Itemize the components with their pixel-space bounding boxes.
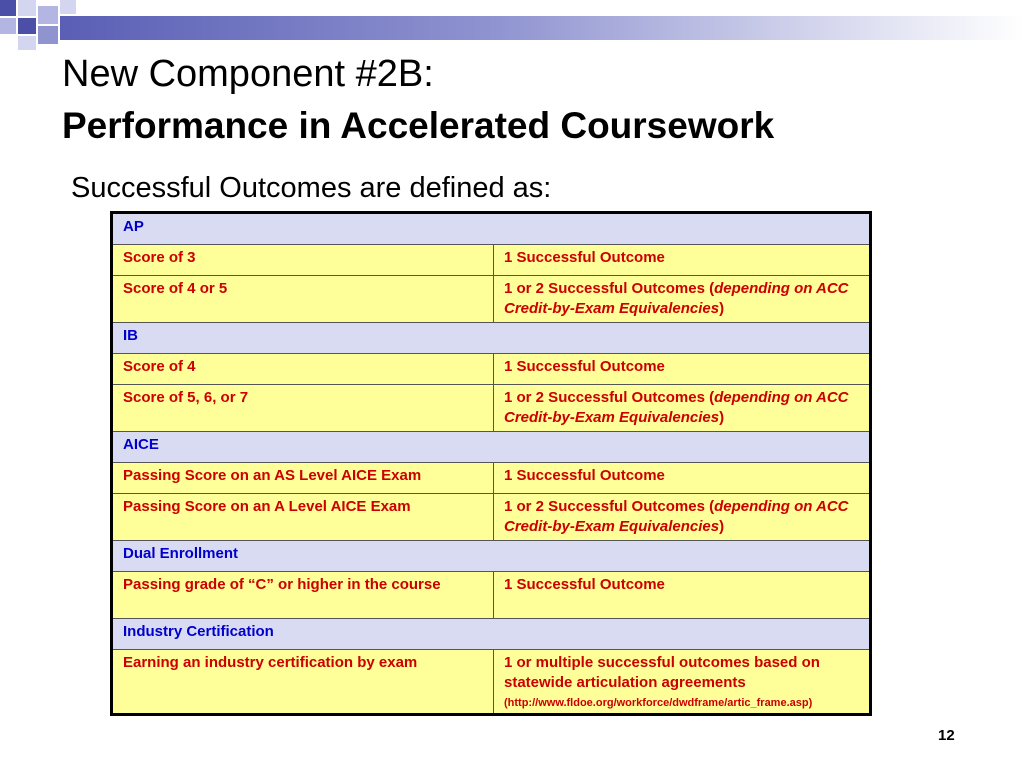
criterion-cell: Score of 4: [112, 354, 494, 385]
section-header: IB: [112, 323, 871, 354]
articulation-url: (http://www.fldoe.org/workforce/dwdframe/artic_frame.asp): [504, 697, 813, 709]
outcome-text: 1 or 2 Successful Outcomes (: [504, 389, 715, 406]
table-row: [112, 354, 871, 385]
table-row: [112, 494, 871, 541]
section-header-row: [112, 619, 871, 650]
slide-title-line2: Performance in Accelerated Coursework: [62, 105, 775, 146]
criterion-cell: Passing Score on an AS Level AICE Exam: [112, 463, 494, 494]
outcome-cell: 1 Successful Outcome: [494, 463, 871, 494]
outcome-note: depending on ACC Credit-by-Exam Equivalencies: [504, 498, 849, 535]
page-number: 12: [938, 727, 955, 744]
outcome-cell: 1 Successful Outcome: [494, 245, 871, 276]
outcome-text: 1 or 2 Successful Outcomes (: [504, 498, 715, 515]
table-row: [112, 245, 871, 276]
table-row: [112, 650, 871, 715]
section-header-row: [112, 541, 871, 572]
criterion-cell: Passing grade of “C” or higher in the course: [112, 572, 494, 619]
outcome-cell: 1 Successful Outcome: [494, 354, 871, 385]
outcomes-table: [110, 211, 872, 716]
criterion-cell: Passing Score on an A Level AICE Exam: [112, 494, 494, 541]
section-header: Industry Certification: [112, 619, 871, 650]
header-gradient-bar: [60, 16, 1024, 40]
outcome-cell: 1 Successful Outcome: [494, 572, 871, 619]
outcome-cell: [494, 276, 871, 323]
outcome-close: ): [719, 300, 725, 317]
criterion-cell: Earning an industry certification by exam: [112, 650, 494, 715]
outcome-close: ): [719, 518, 725, 535]
outcome-cell: [494, 650, 871, 715]
outcome-cell: [494, 385, 871, 432]
section-header-row: [112, 323, 871, 354]
section-header: AICE: [112, 432, 871, 463]
outcome-note: depending on ACC Credit-by-Exam Equivalencies: [504, 280, 849, 317]
outcome-close: ): [719, 409, 725, 426]
outcome-note: depending on ACC Credit-by-Exam Equivalencies: [504, 389, 849, 426]
table-row: [112, 385, 871, 432]
criterion-cell: Score of 5, 6, or 7: [112, 385, 494, 432]
section-header-row: [112, 213, 871, 245]
table-row: [112, 572, 871, 619]
section-header: AP: [112, 213, 871, 245]
outcome-text: 1 or multiple successful outcomes based on statewide articulation agreements: [504, 654, 820, 691]
table-row: [112, 276, 871, 323]
section-header-row: [112, 432, 871, 463]
table-row: [112, 463, 871, 494]
criterion-cell: Score of 3: [112, 245, 494, 276]
outcome-text: 1 or 2 Successful Outcomes (: [504, 280, 715, 297]
section-header: Dual Enrollment: [112, 541, 871, 572]
outcome-cell: [494, 494, 871, 541]
criterion-cell: Score of 4 or 5: [112, 276, 494, 323]
slide-subtitle: Successful Outcomes are defined as:: [71, 172, 552, 204]
slide-title-line1: New Component #2B:: [62, 53, 434, 95]
